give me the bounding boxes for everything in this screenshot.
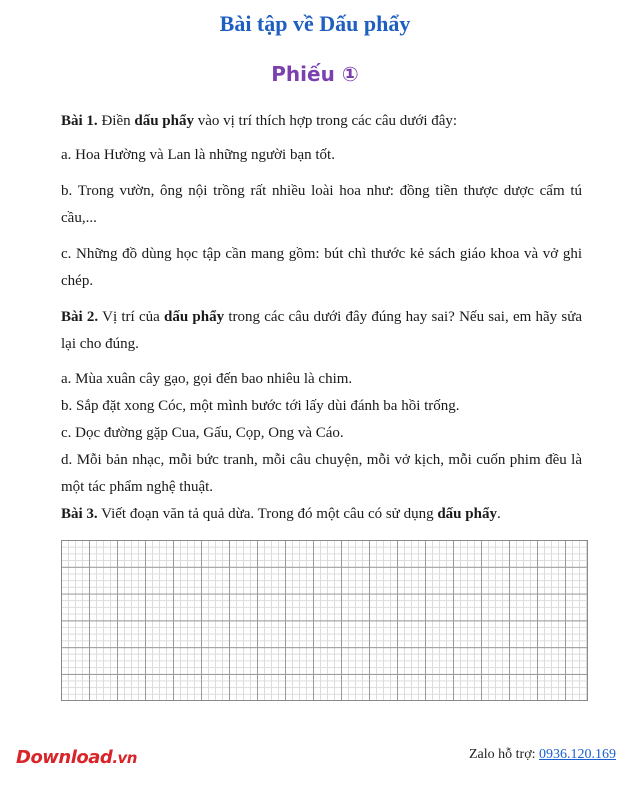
bai2-item-a: a. Mùa xuân cây gạo, gọi đến bao nhiêu là chim. [61,371,353,387]
bai2-item-c: c. Dọc đường gặp Cua, Gấu, Cọp, Ong và Cáo. [61,425,344,441]
bai3-instruction: Bài 3. Viết đoạn văn tả quả dừa. Trong đó một câu có sử dụng dấu phẩy. [61,506,501,522]
bai2-label: Bài 2. [61,309,99,325]
bai1-label: Bài 1. [61,113,98,129]
zalo-label: Zalo hỗ trợ: [469,747,536,762]
worksheet-subtitle: Phiếu ① [271,62,359,86]
writing-grid[interactable] [61,540,588,701]
bai2-item-b: b. Sắp đặt xong Cóc, một mình bước tới lấy dùi đánh ba hồi trống. [61,398,460,414]
bai1-item-c: c. Những đồ dùng học tập cần mang gồm: bút chì thước kẻ sách giáo khoa và vở ghi chép. [61,246,582,289]
bai2-item-d: d. Mỗi bản nhạc, mỗi bức tranh, mỗi câu chuyện, mỗi vở kịch, mỗi cuốn phim đều là một tác phẩm nghệ thuật. [61,452,582,495]
bai1-item-a: a. Hoa Hường và Lan là những người bạn tốt. [61,147,335,163]
page-title: Bài tập về Dấu phẩy [219,11,411,36]
download-vn-logo[interactable]: Download.vn [16,747,137,768]
bai1-item-b: b. Trong vườn, ông nội trồng rất nhiều loài hoa như: đồng tiền thược dược cẩm tú cầu,... [61,183,582,226]
bai3-label: Bài 3. [61,506,98,522]
bai2-instruction: Bài 2. Vị trí của dấu phẩy trong các câu dưới đây đúng hay sai? Nếu sai, em hãy sửa lại cho đúng. [61,309,583,352]
zalo-support [469,747,616,763]
bai1-instruction: Bài 1. Điền dấu phẩy vào vị trí thích hợp trong các câu dưới đây: [61,113,458,129]
zalo-phone-link[interactable]: 0936.120.169 [539,747,616,762]
